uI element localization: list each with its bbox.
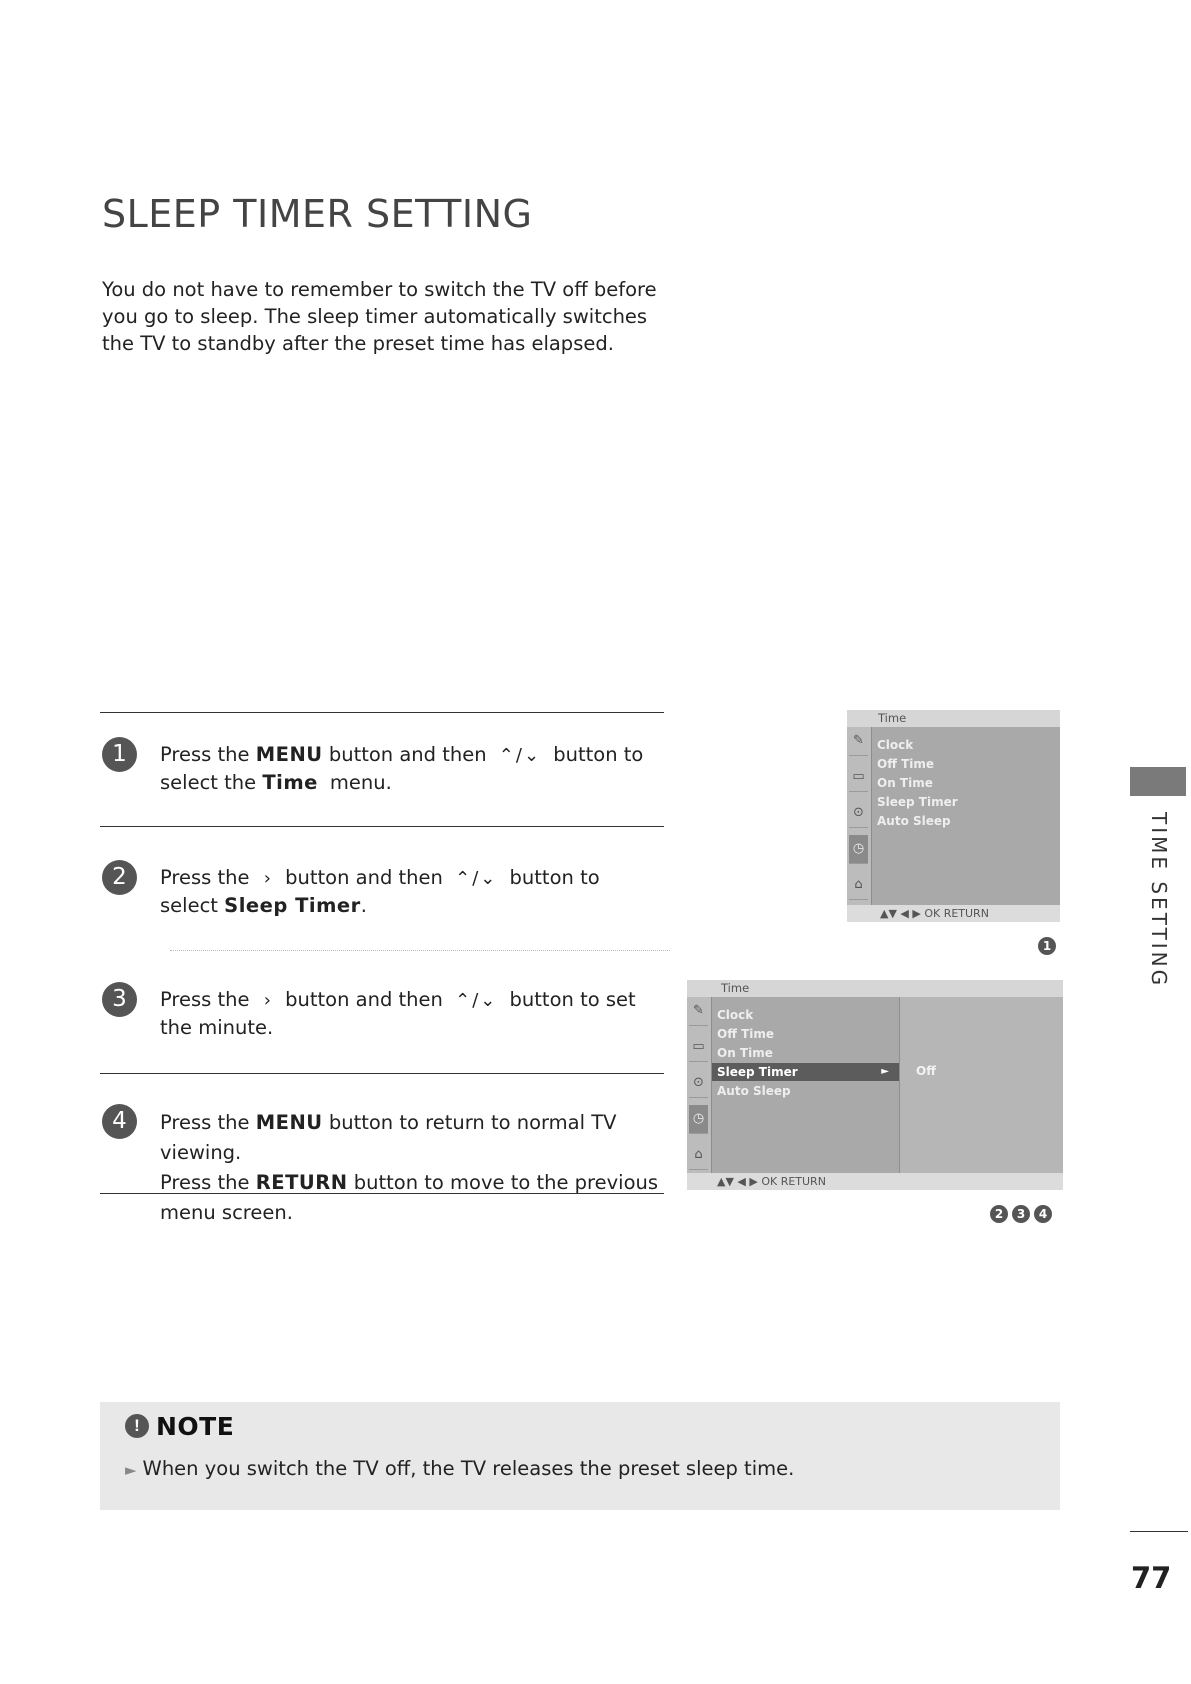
up-down-arrows-icon: ⌃/⌄ xyxy=(455,990,498,1011)
divider xyxy=(100,1073,664,1074)
osd-item-label: Sleep Timer xyxy=(717,1065,798,1079)
right-triangle-icon: ► xyxy=(881,1066,889,1077)
right-arrow-icon: › xyxy=(263,868,271,889)
dotted-divider xyxy=(170,950,670,951)
step-text-part: button and then xyxy=(285,988,443,1011)
step-number: 3 xyxy=(102,982,137,1017)
picture-icon: ▭ xyxy=(689,1033,708,1062)
osd-item-auto-sleep: Auto Sleep xyxy=(877,814,951,828)
step-text-part: . xyxy=(360,894,367,917)
screen1-caption xyxy=(1034,937,1056,955)
lock-icon: ⌂ xyxy=(849,871,868,900)
divider xyxy=(100,826,664,827)
osd-footer-hints: ▲▼ ◀ ▶ OK RETURN xyxy=(880,907,989,920)
osd-item-auto-sleep: Auto Sleep xyxy=(717,1084,791,1098)
sleep-timer-key: Sleep Timer xyxy=(224,894,361,917)
sleep-timer-value: Off xyxy=(916,1064,936,1078)
divider xyxy=(100,1193,664,1194)
osd-item-on-time: On Time xyxy=(717,1046,773,1060)
bullet-arrow-icon: ► xyxy=(125,1461,137,1479)
osd-icon-bar xyxy=(687,997,712,1173)
footer-rule xyxy=(1130,1531,1188,1532)
setup-icon: ✎ xyxy=(689,997,708,1026)
return-key: RETURN xyxy=(255,1171,348,1194)
step-text-part: menu. xyxy=(329,771,392,794)
osd-header-label: Time xyxy=(878,711,907,725)
osd-item-sleep-timer: Sleep Timer xyxy=(877,795,958,809)
step-text-part: Press the xyxy=(160,866,250,889)
step-text xyxy=(160,864,660,919)
intro-paragraph: You do not have to remember to switch the TV off before you go to sleep. The sleep timer automatically switches the TV to standby after the preset time has elapsed. xyxy=(102,278,657,355)
note-text-content: When you switch the TV off, the TV releases the preset sleep time. xyxy=(142,1457,795,1480)
step-text-part: button to select xyxy=(160,866,600,917)
note-title: NOTE xyxy=(156,1412,235,1441)
up-down-arrows-icon: ⌃/⌄ xyxy=(455,868,498,889)
step-number: 1 xyxy=(102,737,137,772)
clock-icon: ◷ xyxy=(689,1105,708,1134)
osd-header xyxy=(847,710,1060,727)
osd-item-off-time: Off Time xyxy=(877,757,935,771)
step-text-part: button to set the minute. xyxy=(160,988,636,1039)
page-title: SLEEP TIMER SETTING xyxy=(102,192,533,236)
osd-sleep-timer-screen xyxy=(687,980,1063,1190)
section-tab-marker xyxy=(1130,767,1186,796)
osd-value-panel xyxy=(899,997,1063,1173)
osd-item-off-time: Off Time xyxy=(717,1027,775,1041)
osd-item-clock: Clock xyxy=(877,738,914,752)
audio-icon: ⊙ xyxy=(689,1069,708,1098)
step-text-part: button and then xyxy=(285,866,443,889)
step-text-part: Press the xyxy=(160,1171,250,1194)
menu-key: MENU xyxy=(255,1111,323,1134)
picture-icon: ▭ xyxy=(849,763,868,792)
osd-footer xyxy=(847,905,1060,922)
step-text-part: button to return to normal TV viewing. xyxy=(160,1111,617,1164)
step-text xyxy=(160,986,660,1041)
step-badge: 2 xyxy=(990,1205,1008,1223)
osd-time-menu-screen xyxy=(847,710,1060,922)
step-text-part: button and then xyxy=(328,743,487,766)
note-box xyxy=(100,1402,1060,1510)
lock-icon: ⌂ xyxy=(689,1141,708,1170)
right-arrow-icon: › xyxy=(263,990,271,1011)
menu-key: MENU xyxy=(255,743,323,766)
step-text-part: button to move to the previous menu screen. xyxy=(160,1171,659,1224)
page-number: 77 xyxy=(1131,1561,1172,1595)
step-text-part: button to select the xyxy=(160,743,644,794)
step-number: 2 xyxy=(102,860,137,895)
osd-header-label: Time xyxy=(721,981,750,995)
step-badge: 4 xyxy=(1034,1205,1052,1223)
note-text xyxy=(125,1457,794,1480)
step-text xyxy=(160,741,660,796)
setup-icon: ✎ xyxy=(849,727,868,756)
osd-footer-hints: ▲▼ ◀ ▶ OK RETURN xyxy=(717,1175,826,1188)
step-text-part: Press the xyxy=(160,1111,250,1134)
audio-icon: ⊙ xyxy=(849,799,868,828)
step-text xyxy=(160,1108,660,1228)
screen2-caption xyxy=(986,1205,1052,1223)
exclamation-icon: ! xyxy=(125,1414,149,1438)
step-text-part: Press the xyxy=(160,743,250,766)
step-text-part: Press the xyxy=(160,988,250,1011)
up-down-arrows-icon: ⌃/⌄ xyxy=(498,745,542,766)
section-side-label: TIME SETTING xyxy=(1147,812,1171,989)
osd-item-on-time: On Time xyxy=(877,776,933,790)
divider xyxy=(100,712,664,713)
osd-item-clock: Clock xyxy=(717,1008,754,1022)
step-badge: 3 xyxy=(1012,1205,1030,1223)
step-number: 4 xyxy=(102,1104,137,1139)
osd-header xyxy=(687,980,1063,997)
osd-footer xyxy=(687,1173,1063,1190)
time-menu-key: Time xyxy=(262,771,318,794)
step-badge: 1 xyxy=(1038,937,1056,955)
osd-icon-bar xyxy=(847,727,872,905)
osd-item-sleep-timer-selected xyxy=(712,1063,899,1081)
clock-icon: ◷ xyxy=(849,835,868,864)
